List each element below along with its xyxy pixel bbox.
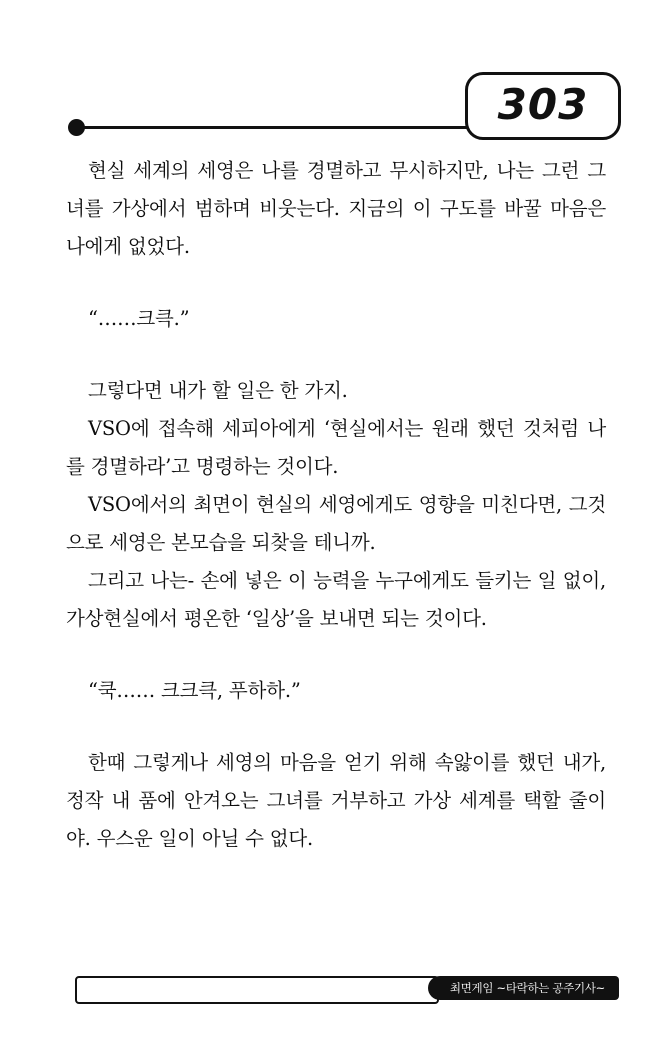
paragraph: VSO에서의 최면이 현실의 세영에게도 영향을 미친다면, 그것으로 세영은 본모습을 되찾을 테니까. <box>66 493 606 554</box>
paragraph: 그리고 나는- 손에 넣은 이 능력을 누구에게도 들키는 일 없이, 가상현실에서 평온한 ‘일상’을 보내면 되는 것이다. <box>66 569 606 630</box>
page-body <box>66 152 606 858</box>
page-footer <box>75 976 619 1002</box>
footer-rule-box <box>75 976 439 1004</box>
paragraph-dialogue: “쿡…… 크크큭, 푸하하.” <box>88 679 301 702</box>
paragraph: 한때 그렇게나 세영의 마음을 얻기 위해 속앓이를 했던 내가, 정작 내 품에 안겨오는 그녀를 거부하고 가상 세계를 택할 줄이야. 우스운 일이 아닐 수 없다. <box>66 751 606 850</box>
paragraph: VSO에 접속해 세피아에게 ‘현실에서는 원래 했던 것처럼 나를 경멸하라’고 명령하는 것이다. <box>66 417 606 478</box>
page-number-badge <box>465 72 621 140</box>
page-number: 303 <box>497 80 589 129</box>
paragraph-dialogue: “……크큭.” <box>88 307 190 330</box>
paragraph: 그렇다면 내가 할 일은 한 가지. <box>88 379 348 402</box>
page-header <box>62 72 621 142</box>
footer-title: 최면게임 ~타락하는 공주기사~ <box>428 976 619 1000</box>
header-rule-decoration <box>76 126 471 129</box>
paragraph: 현실 세계의 세영은 나를 경멸하고 무시하지만, 나는 그런 그녀를 가상에서 범하며 비웃는다. 지금의 이 구도를 바꿀 마음은 나에게 없었다. <box>66 159 606 258</box>
